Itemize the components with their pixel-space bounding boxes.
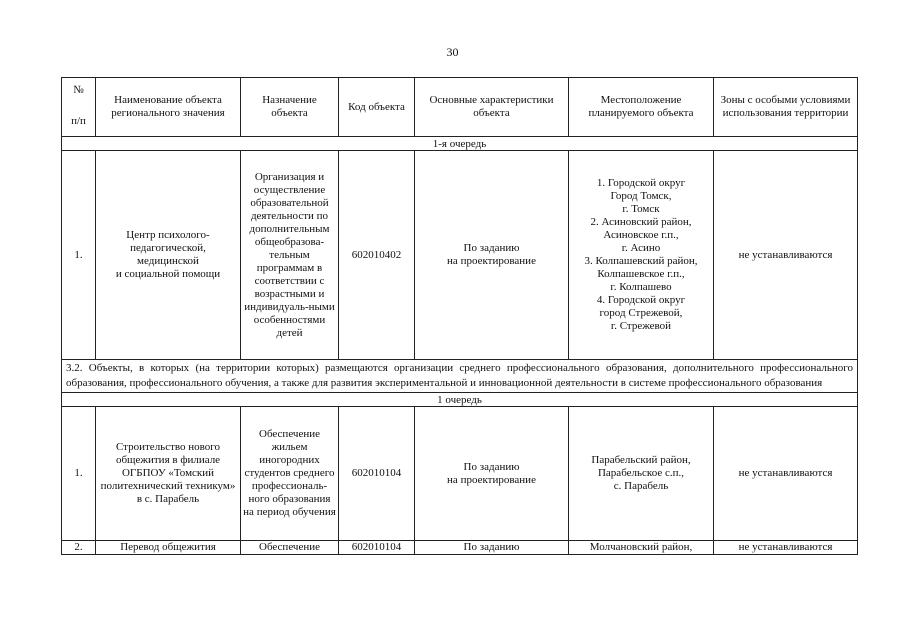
row-characteristics: По заданию на проектирование (415, 151, 569, 360)
header-zones: Зоны с особыми условиями использования территории (714, 78, 858, 137)
row-code: 602010104 (339, 541, 415, 555)
header-number-abbr: п/п (71, 115, 86, 127)
queue-label: 1 очередь (62, 393, 858, 407)
header-characteristics: Основные характеристики объекта (415, 78, 569, 137)
header-row (62, 78, 858, 137)
row-characteristics: По заданию (415, 541, 569, 555)
objects-table (61, 77, 858, 555)
header-location: Местоположение планируемого объекта (569, 78, 714, 137)
row-number: 2. (62, 541, 96, 555)
row-name: Строительство нового общежития в филиале ОГБПОУ «Томский политехнический техникум» в с. Парабель (96, 407, 241, 541)
row-zones: не устанавливаются (714, 541, 858, 555)
row-location: Молчановский район, (569, 541, 714, 555)
table-row (62, 407, 858, 541)
table-row (62, 541, 858, 555)
row-location: Парабельский район, Парабельское с.п., с. Парабель (569, 407, 714, 541)
row-purpose: Обеспечение жильем иногородних студентов среднего профессиональ-ного образования на период обучения (241, 407, 339, 541)
queue-label: 1-я очередь (62, 137, 858, 151)
header-number (62, 78, 96, 137)
row-purpose: Организация и осуществление образовательной деятельности по дополнительным общеобразова-тельным программам в соответствии с возрастными и индивидуаль-ными особенностями детей (241, 151, 339, 360)
row-location: 1. Городской округ Город Томск, г. Томск 2. Асиновский район, Асиновское г.п., г. Асино 3. Колпашевский район, Колпашевское г.п., г. Колпашево 4. Городской округ город Стрежевой, г. Стрежевой (569, 151, 714, 360)
row-number: 1. (62, 151, 96, 360)
row-number: 1. (62, 407, 96, 541)
row-code: 602010402 (339, 151, 415, 360)
header-purpose: Назначение объекта (241, 78, 339, 137)
header-code: Код объекта (339, 78, 415, 137)
row-zones: не устанавливаются (714, 151, 858, 360)
row-name: Центр психолого-педагогической, медицинской и социальной помощи (96, 151, 241, 360)
queue-row (62, 393, 858, 407)
header-number-symbol: № (73, 84, 84, 96)
row-characteristics: По заданию на проектирование (415, 407, 569, 541)
header-name: Наименование объекта регионального значения (96, 78, 241, 137)
page-number: 30 (446, 45, 459, 59)
row-code: 602010104 (339, 407, 415, 541)
section-heading: 3.2. Объекты, в которых (на территории которых) размещаются организации среднего профессионального образования, дополнительного профессионального образования, профессионального обучения, а также для развития экспериментальной и инновационной деятельности в системе профессионального образования (62, 360, 858, 393)
row-purpose: Обеспечение (241, 541, 339, 555)
table-row (62, 151, 858, 360)
queue-row (62, 137, 858, 151)
row-zones: не устанавливаются (714, 407, 858, 541)
row-name: Перевод общежития (96, 541, 241, 555)
section-row (62, 360, 858, 393)
